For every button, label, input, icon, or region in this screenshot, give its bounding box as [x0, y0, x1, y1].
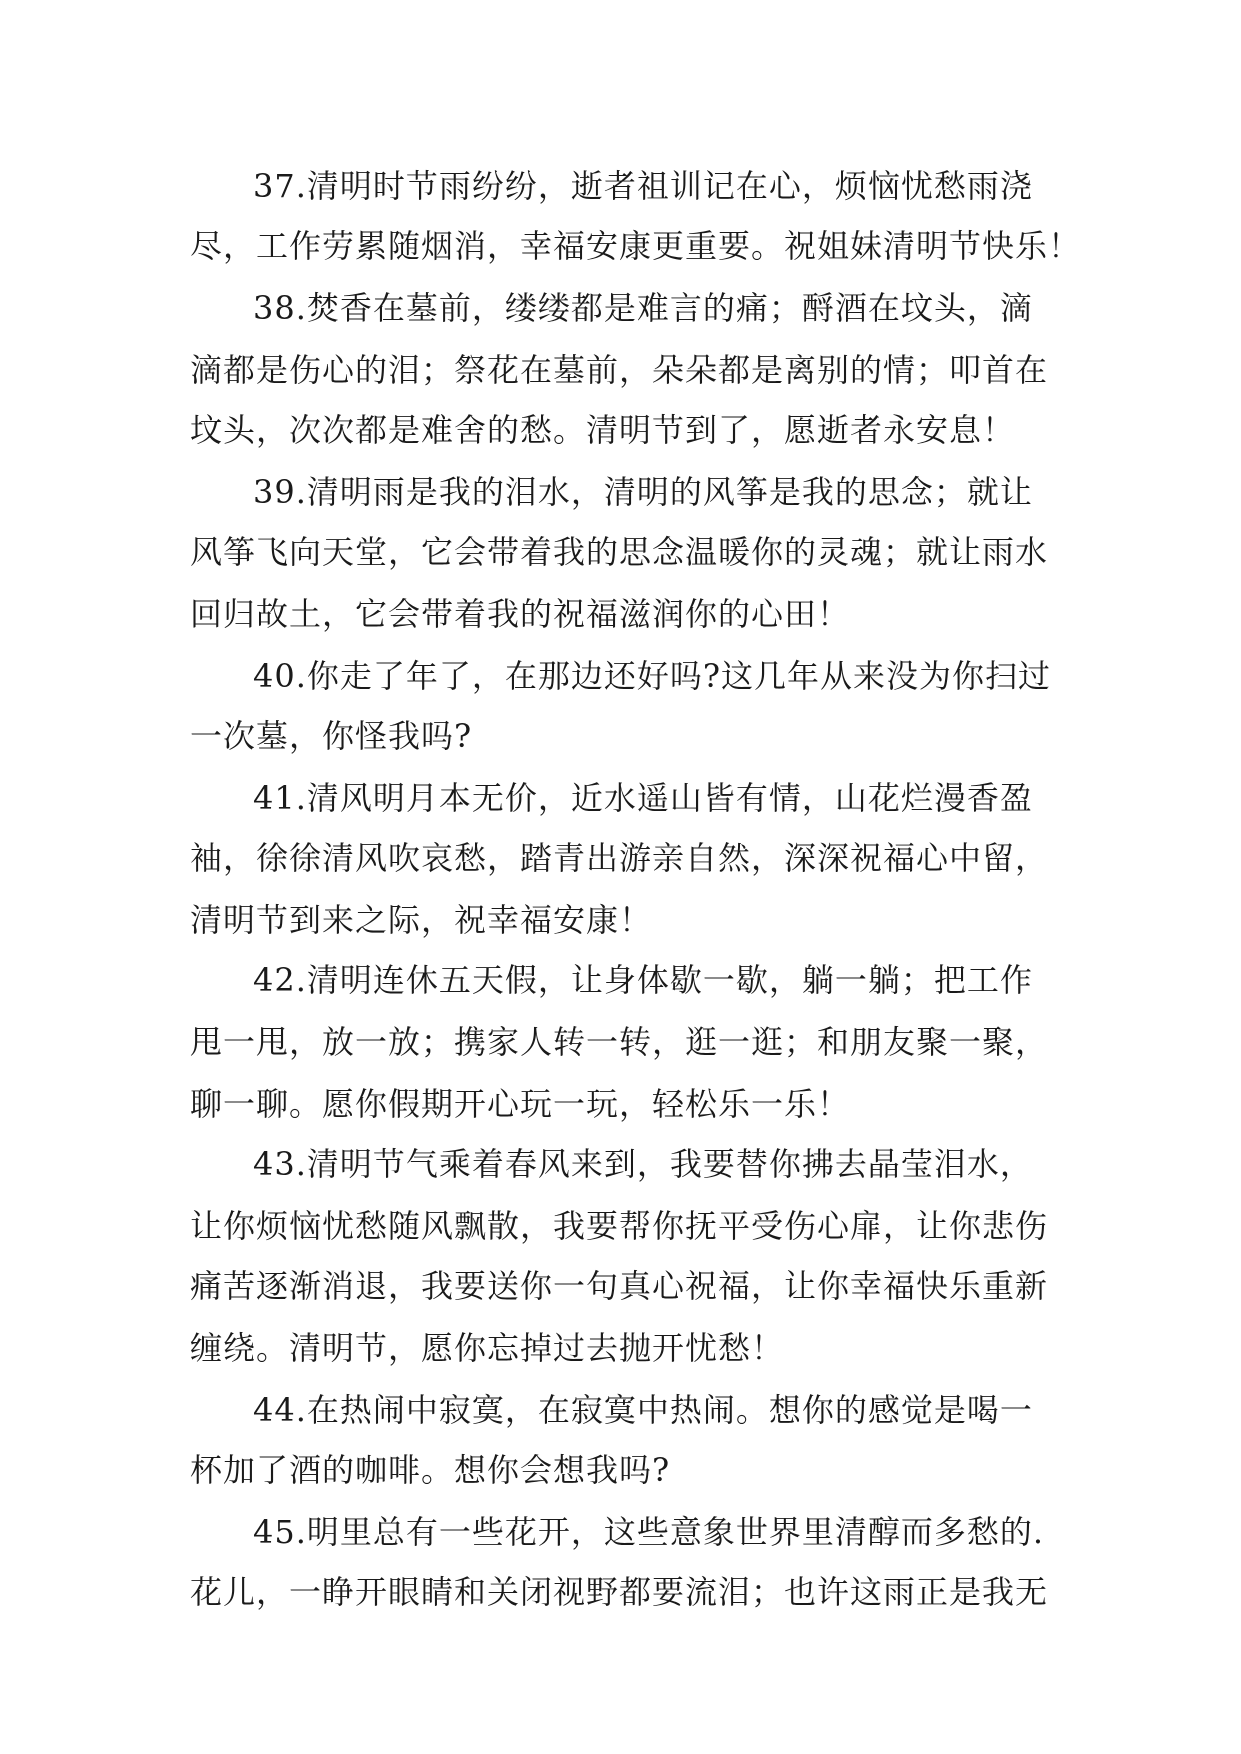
paragraph-42-line-1: 42.清明连休五天假，让身体歇一歇，躺一躺；把工作 — [253, 961, 1033, 999]
paragraph-37-line-2: 尽，工作劳累随烟消，幸福安康更重要。祝姐妹清明节快乐！ — [190, 227, 1082, 265]
paragraph-43-line-4: 缠绕。清明节，愿你忘掉过去抛开忧愁！ — [190, 1329, 785, 1367]
paragraph-38-line-3: 坟头，次次都是难舍的愁。清明节到了，愿逝者永安息！ — [190, 411, 1016, 449]
paragraph-39-line-3: 回归故土，它会带着我的祝福滋润你的心田！ — [190, 595, 851, 633]
paragraph-44-line-1: 44.在热闹中寂寞，在寂寞中热闹。想你的感觉是喝一 — [253, 1391, 1033, 1429]
paragraph-43-line-2: 让你烦恼忧愁随风飘散，我要帮你抚平受伤心扉，让你悲伤 — [190, 1207, 1049, 1245]
paragraph-41-line-3: 清明节到来之际，祝幸福安康！ — [190, 901, 653, 939]
paragraph-44-line-2: 杯加了酒的咖啡。想你会想我吗? — [190, 1451, 671, 1489]
paragraph-39-line-2: 风筝飞向天堂，它会带着我的思念温暖你的灵魂；就让雨水 — [190, 533, 1049, 571]
paragraph-38-line-1: 38.焚香在墓前，缕缕都是难言的痛；酹酒在坟头，滴 — [253, 289, 1033, 327]
paragraph-40-line-2: 一次墓，你怪我吗? — [190, 717, 473, 755]
paragraph-43-line-3: 痛苦逐渐消退，我要送你一句真心祝福，让你幸福快乐重新 — [190, 1267, 1049, 1305]
paragraph-41-line-1: 41.清风明月本无价，近水遥山皆有情，山花烂漫香盈 — [253, 779, 1033, 817]
paragraph-39-line-1: 39.清明雨是我的泪水，清明的风筝是我的思念；就让 — [253, 473, 1033, 511]
paragraph-43-line-1: 43.清明节气乘着春风来到，我要替你拂去晶莹泪水， — [253, 1145, 1033, 1183]
paragraph-38-line-2: 滴都是伤心的泪；祭花在墓前，朵朵都是离别的情；叩首在 — [190, 351, 1049, 389]
paragraph-37-line-1: 37.清明时节雨纷纷，逝者祖训记在心，烦恼忧愁雨浇 — [253, 167, 1033, 205]
paragraph-45-line-2: 花儿，一睁开眼睛和关闭视野都要流泪；也许这雨正是我无 — [190, 1573, 1049, 1611]
paragraph-42-line-3: 聊一聊。愿你假期开心玩一玩，轻松乐一乐！ — [190, 1085, 851, 1123]
paragraph-40-line-1: 40.你走了年了，在那边还好吗?这几年从来没为你扫过 — [253, 657, 1052, 695]
paragraph-45-line-1: 45.明里总有一些花开，这些意象世界里清醇而多愁的. — [253, 1513, 1045, 1551]
paragraph-41-line-2: 袖，徐徐清风吹哀愁，踏青出游亲自然，深深祝福心中留， — [190, 839, 1049, 877]
paragraph-42-line-2: 甩一甩，放一放；携家人转一转，逛一逛；和朋友聚一聚， — [190, 1023, 1049, 1061]
